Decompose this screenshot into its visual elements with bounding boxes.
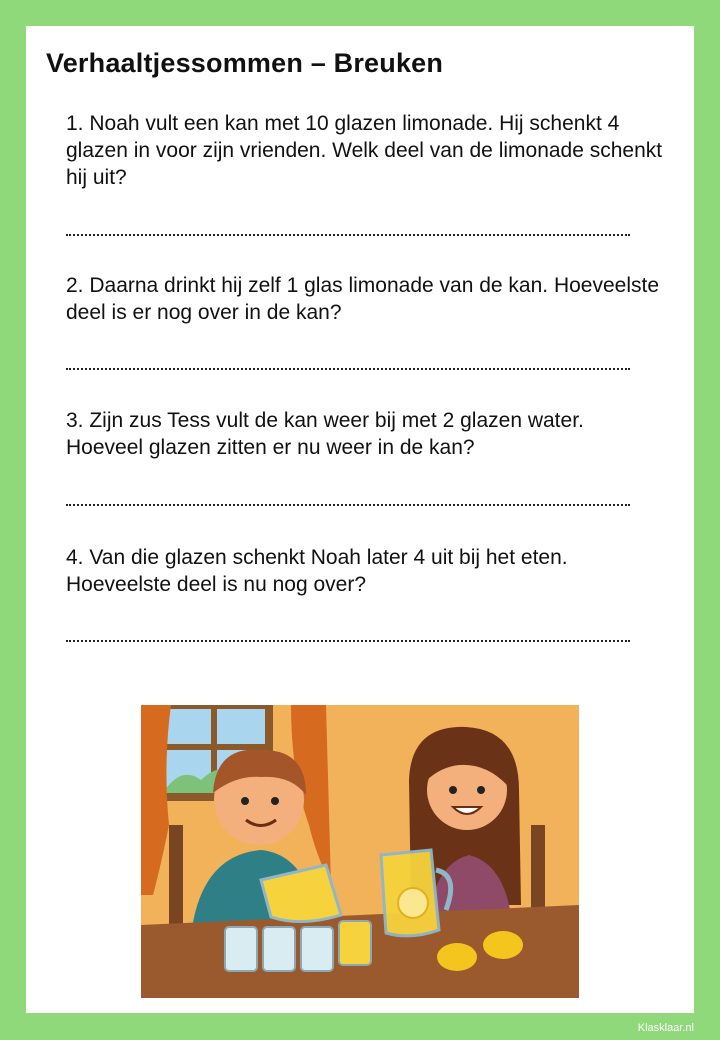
children-lemonade-illustration: [141, 705, 579, 998]
answer-line-2[interactable]: [66, 368, 630, 370]
question-4: 4. Van die glazen schenkt Noah later 4 uit bij het eten. Hoeveelste deel is nu nog over?: [66, 546, 568, 596]
page-title: Verhaaltjessommen – Breuken: [46, 48, 444, 78]
question-1: 1. Noah vult een kan met 10 glazen limonade. Hij schenkt 4 glazen in voor zijn vrienden. Welk deel van de limonade schenkt hij uit?: [66, 112, 663, 189]
lemon-icon: [483, 931, 523, 959]
answer-line-1[interactable]: [66, 234, 630, 236]
footer-credit: Klasklaar.nl: [637, 1022, 694, 1034]
question-3: 3. Zijn zus Tess vult de kan weer bij met 2 glazen water. Hoeveel glazen zitten er nu weer in de kan?: [66, 409, 584, 459]
question-2: 2. Daarna drinkt hij zelf 1 glas limonade van de kan. Hoeveelste deel is er nog over in de kan?: [66, 274, 660, 324]
lemon-icon: [437, 943, 477, 971]
answer-line-3[interactable]: [66, 504, 630, 506]
worksheet: [26, 26, 694, 1013]
answer-line-4[interactable]: [66, 640, 630, 642]
